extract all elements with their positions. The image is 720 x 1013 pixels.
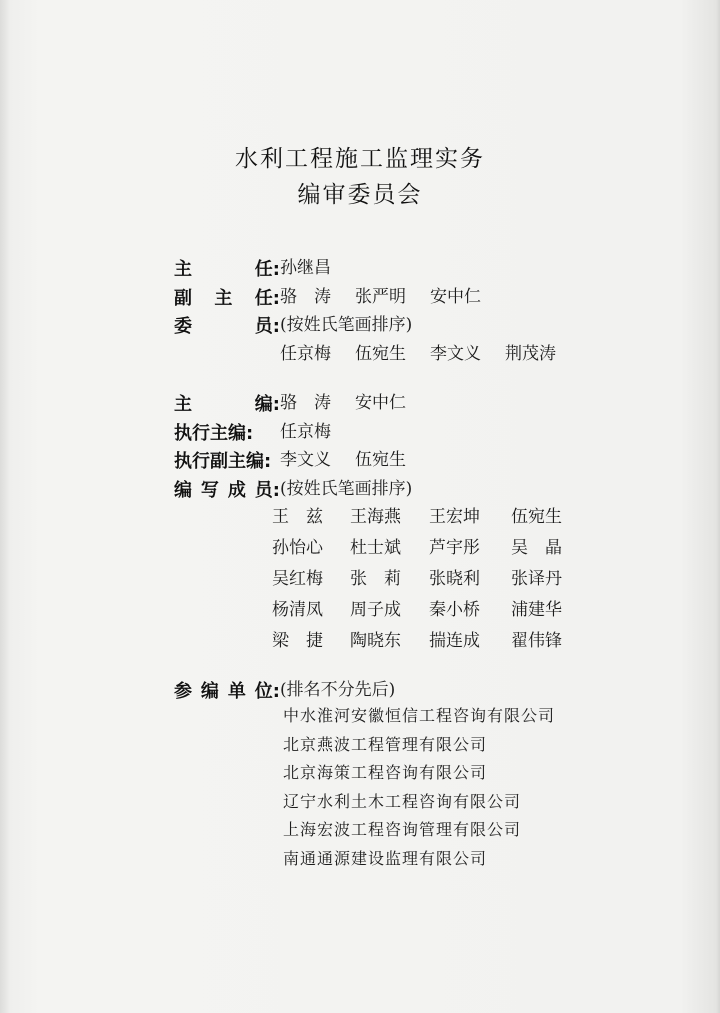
- director-label: 主 任:: [174, 259, 280, 280]
- writer-name: 秦小桥: [429, 600, 480, 620]
- participant-units: [283, 702, 555, 873]
- writer-name: 杨清凤: [272, 600, 323, 620]
- members-names: 任京梅 伍宛生 李文义 荆茂涛: [280, 344, 556, 364]
- participant-unit: 北京燕波工程管理有限公司: [283, 734, 488, 754]
- writer-name: 杜士斌: [350, 538, 401, 558]
- writer-name: 王海燕: [350, 507, 401, 527]
- writer-name: 张译丹: [511, 569, 562, 589]
- writer-name: 张晓利: [429, 569, 480, 589]
- writers-grid-row: [272, 502, 593, 533]
- writers-grid-row: [272, 564, 593, 595]
- writer-name: 浦建华: [511, 600, 562, 620]
- writer-name: 吴 晶: [511, 538, 562, 558]
- exec-editor-label: 执行主编:: [174, 423, 254, 444]
- participant-unit: 南通通源建设监理有限公司: [283, 848, 488, 868]
- chief-editor-label: 主 编:: [174, 394, 280, 415]
- writers-label: 编 写 成 员:: [174, 480, 280, 501]
- writer-name: 张 莉: [350, 569, 401, 589]
- members-label: 委 员:: [174, 316, 280, 337]
- members-note: (按姓氏笔画排序): [280, 315, 413, 335]
- writer-name: 孙怡心: [272, 538, 323, 558]
- writer-name: 王 兹: [272, 507, 323, 527]
- writer-name: 吴红梅: [272, 569, 323, 589]
- participant-unit: 北京海策工程咨询有限公司: [283, 763, 488, 782]
- participant-unit: 上海宏波工程咨询管理有限公司: [283, 820, 522, 839]
- writer-name: 芦宇彤: [429, 538, 480, 558]
- writers-grid-row: [272, 533, 593, 564]
- writer-name: 伍宛生: [511, 507, 562, 527]
- exec-editor-names: 任京梅: [280, 422, 331, 442]
- committee-title: 编审委员会: [297, 182, 423, 208]
- director-names: 孙继昌: [280, 258, 331, 278]
- vice-director-label: 副 主 任:: [174, 288, 280, 309]
- writer-name: 王宏坤: [429, 507, 480, 527]
- writer-name: 翟伟锋: [511, 631, 562, 651]
- vice-director-names: 骆 涛 张严明 安中仁: [280, 287, 481, 307]
- participants-note: (排名不分先后): [280, 680, 396, 700]
- writer-name: 梁 捷: [272, 631, 323, 651]
- writers-grid-row: [272, 626, 593, 657]
- exec-vice-editor-names: 李文义 伍宛生: [280, 450, 406, 470]
- writers-grid-row: [272, 595, 593, 626]
- participants-label: 参 编 单 位:: [174, 681, 280, 702]
- writer-name: 周子成: [350, 600, 401, 620]
- writer-name: 陶晓东: [350, 631, 401, 651]
- writer-name: 揣连成: [429, 631, 480, 651]
- participant-unit: 中水淮河安徽恒信工程咨询有限公司: [283, 706, 556, 725]
- writers-grid: [272, 502, 593, 657]
- book-title: 水利工程施工监理实务: [235, 146, 485, 172]
- participant-unit: 辽宁水利土木工程咨询有限公司: [283, 791, 522, 811]
- writers-note: (按姓氏笔画排序): [280, 479, 413, 499]
- exec-vice-editor-label: 执行副主编:: [174, 451, 272, 472]
- chief-editor-names: 骆 涛 安中仁: [280, 393, 406, 413]
